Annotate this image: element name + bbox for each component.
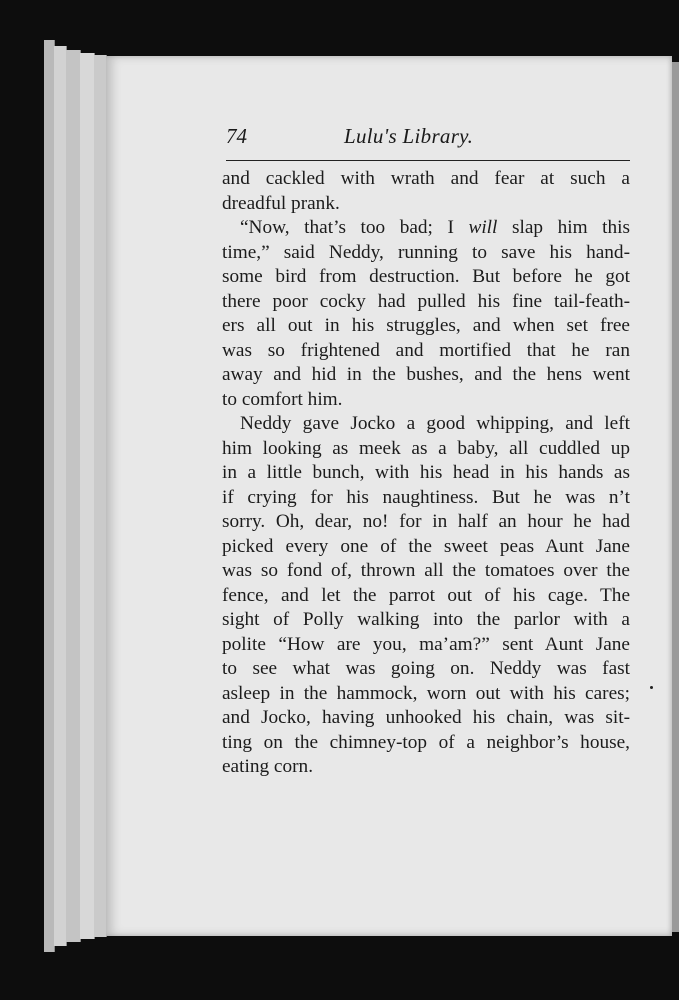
text-line: him looking as meek as a baby, all cuddled up: [222, 437, 630, 459]
text-line: sorry. Oh, dear, no! for in half an hour he had: [222, 511, 630, 532]
page-number: 74: [226, 124, 247, 148]
text-line: asleep in the hammock, worn out with his cares;: [222, 682, 630, 704]
text-line: some bird from destruction. But before he got: [222, 266, 630, 287]
body-text: [222, 167, 630, 780]
text-line: Neddy gave Jocko a good whipping, and left: [240, 413, 630, 434]
emphasis: will: [468, 217, 498, 238]
text-line: polite “How are you, ma’am?” sent Aunt Jane: [222, 633, 630, 655]
text-line: ting on the chimney-top of a neighbor’s house,: [222, 731, 630, 753]
text-line: if crying for his naughtiness. But he was n’t: [222, 486, 630, 508]
ink-speck: [650, 686, 653, 689]
text-line: was so frightened and mortified that he ran: [222, 339, 630, 361]
text-line: time,” said Neddy, running to save his hand-: [222, 241, 630, 263]
text-line: dreadful prank.: [222, 192, 340, 214]
text-line: to comfort him.: [222, 388, 343, 410]
text-line: away and hid in the bushes, and the hens went: [222, 364, 630, 385]
text-line: there poor cocky had pulled his fine tail-feath-: [222, 290, 630, 312]
running-head: Lulu's Library.: [344, 124, 474, 148]
text-line: [222, 216, 630, 241]
text-line: and cackled with wrath and fear at such a: [222, 168, 630, 189]
text-line: sight of Polly walking into the parlor with a: [222, 609, 630, 630]
page-edge: [66, 50, 81, 942]
header-rule: [226, 160, 630, 161]
text-line: to see what was going on. Neddy was fast: [222, 658, 630, 679]
text-line: picked every one of the sweet peas Aunt Jane: [222, 535, 630, 557]
text-line: and Jocko, having unhooked his chain, was sit-: [222, 707, 630, 728]
text-segment: slap him this: [511, 217, 630, 238]
text-line: in a little bunch, with his head in his hands as: [222, 462, 630, 483]
text-segment: “Now, that’s too bad; I: [240, 217, 454, 238]
text-line: was so fond of, thrown all the tomatoes over the: [222, 560, 630, 581]
text-line: eating corn.: [222, 756, 314, 777]
page-edge: [80, 53, 95, 939]
text-line: fence, and let the parrot out of his cage. The: [222, 584, 630, 606]
text-line: ers all out in his struggles, and when set free: [222, 315, 630, 336]
